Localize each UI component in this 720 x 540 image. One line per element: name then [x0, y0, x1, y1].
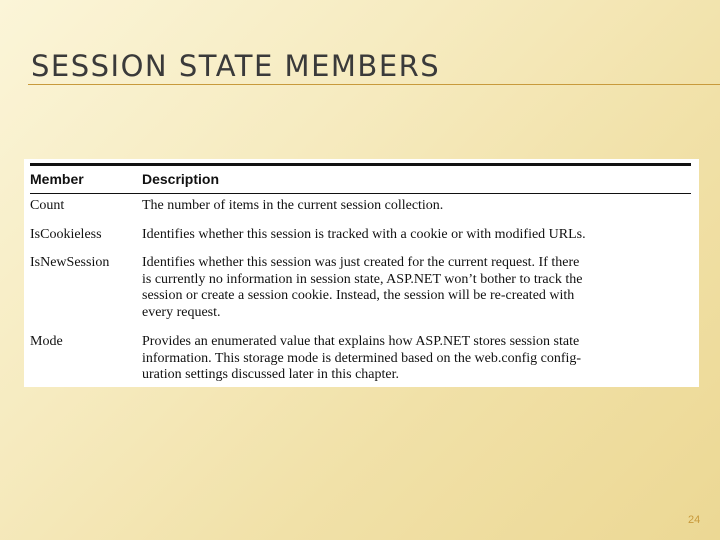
description-line: Identifies whether this session is tracked with a cookie or with modified URLs.: [142, 227, 586, 242]
description-line: every request.: [142, 304, 221, 320]
member-isnewsession: IsNewSession: [30, 255, 110, 270]
member-count: Count: [30, 198, 65, 213]
description-line: session or create a session cookie. Instead, the session will be re-created with: [142, 288, 575, 303]
description-line: is currently no information in session state, ASP.NET won’t bother to track the: [142, 271, 583, 287]
description-isnewsession: [142, 255, 693, 321]
header-member: Member: [30, 171, 84, 187]
member-iscookieless: IsCookieless: [30, 227, 102, 242]
description-line: The number of items in the current session collection.: [142, 198, 444, 213]
table-header-rule: [30, 193, 691, 194]
description-count: [142, 198, 693, 215]
page-number: 24: [688, 514, 701, 526]
description-mode: [142, 334, 693, 384]
members-table: [24, 159, 699, 387]
description-line: uration settings discussed later in this chapter.: [142, 367, 400, 382]
description-line: Provides an enumerated value that explains how ASP.NET stores session state: [142, 334, 580, 349]
title-underline: [28, 84, 720, 85]
table-top-rule: [30, 163, 691, 166]
description-iscookieless: [142, 227, 693, 244]
member-mode: Mode: [30, 334, 63, 349]
slide-title: SESSION STATE MEMBERS: [31, 49, 441, 83]
description-line: information. This storage mode is determined based on the web.config config-: [142, 350, 582, 366]
description-line: Identifies whether this session was just created for the current request. If there: [142, 255, 580, 270]
header-description: Description: [142, 171, 220, 187]
